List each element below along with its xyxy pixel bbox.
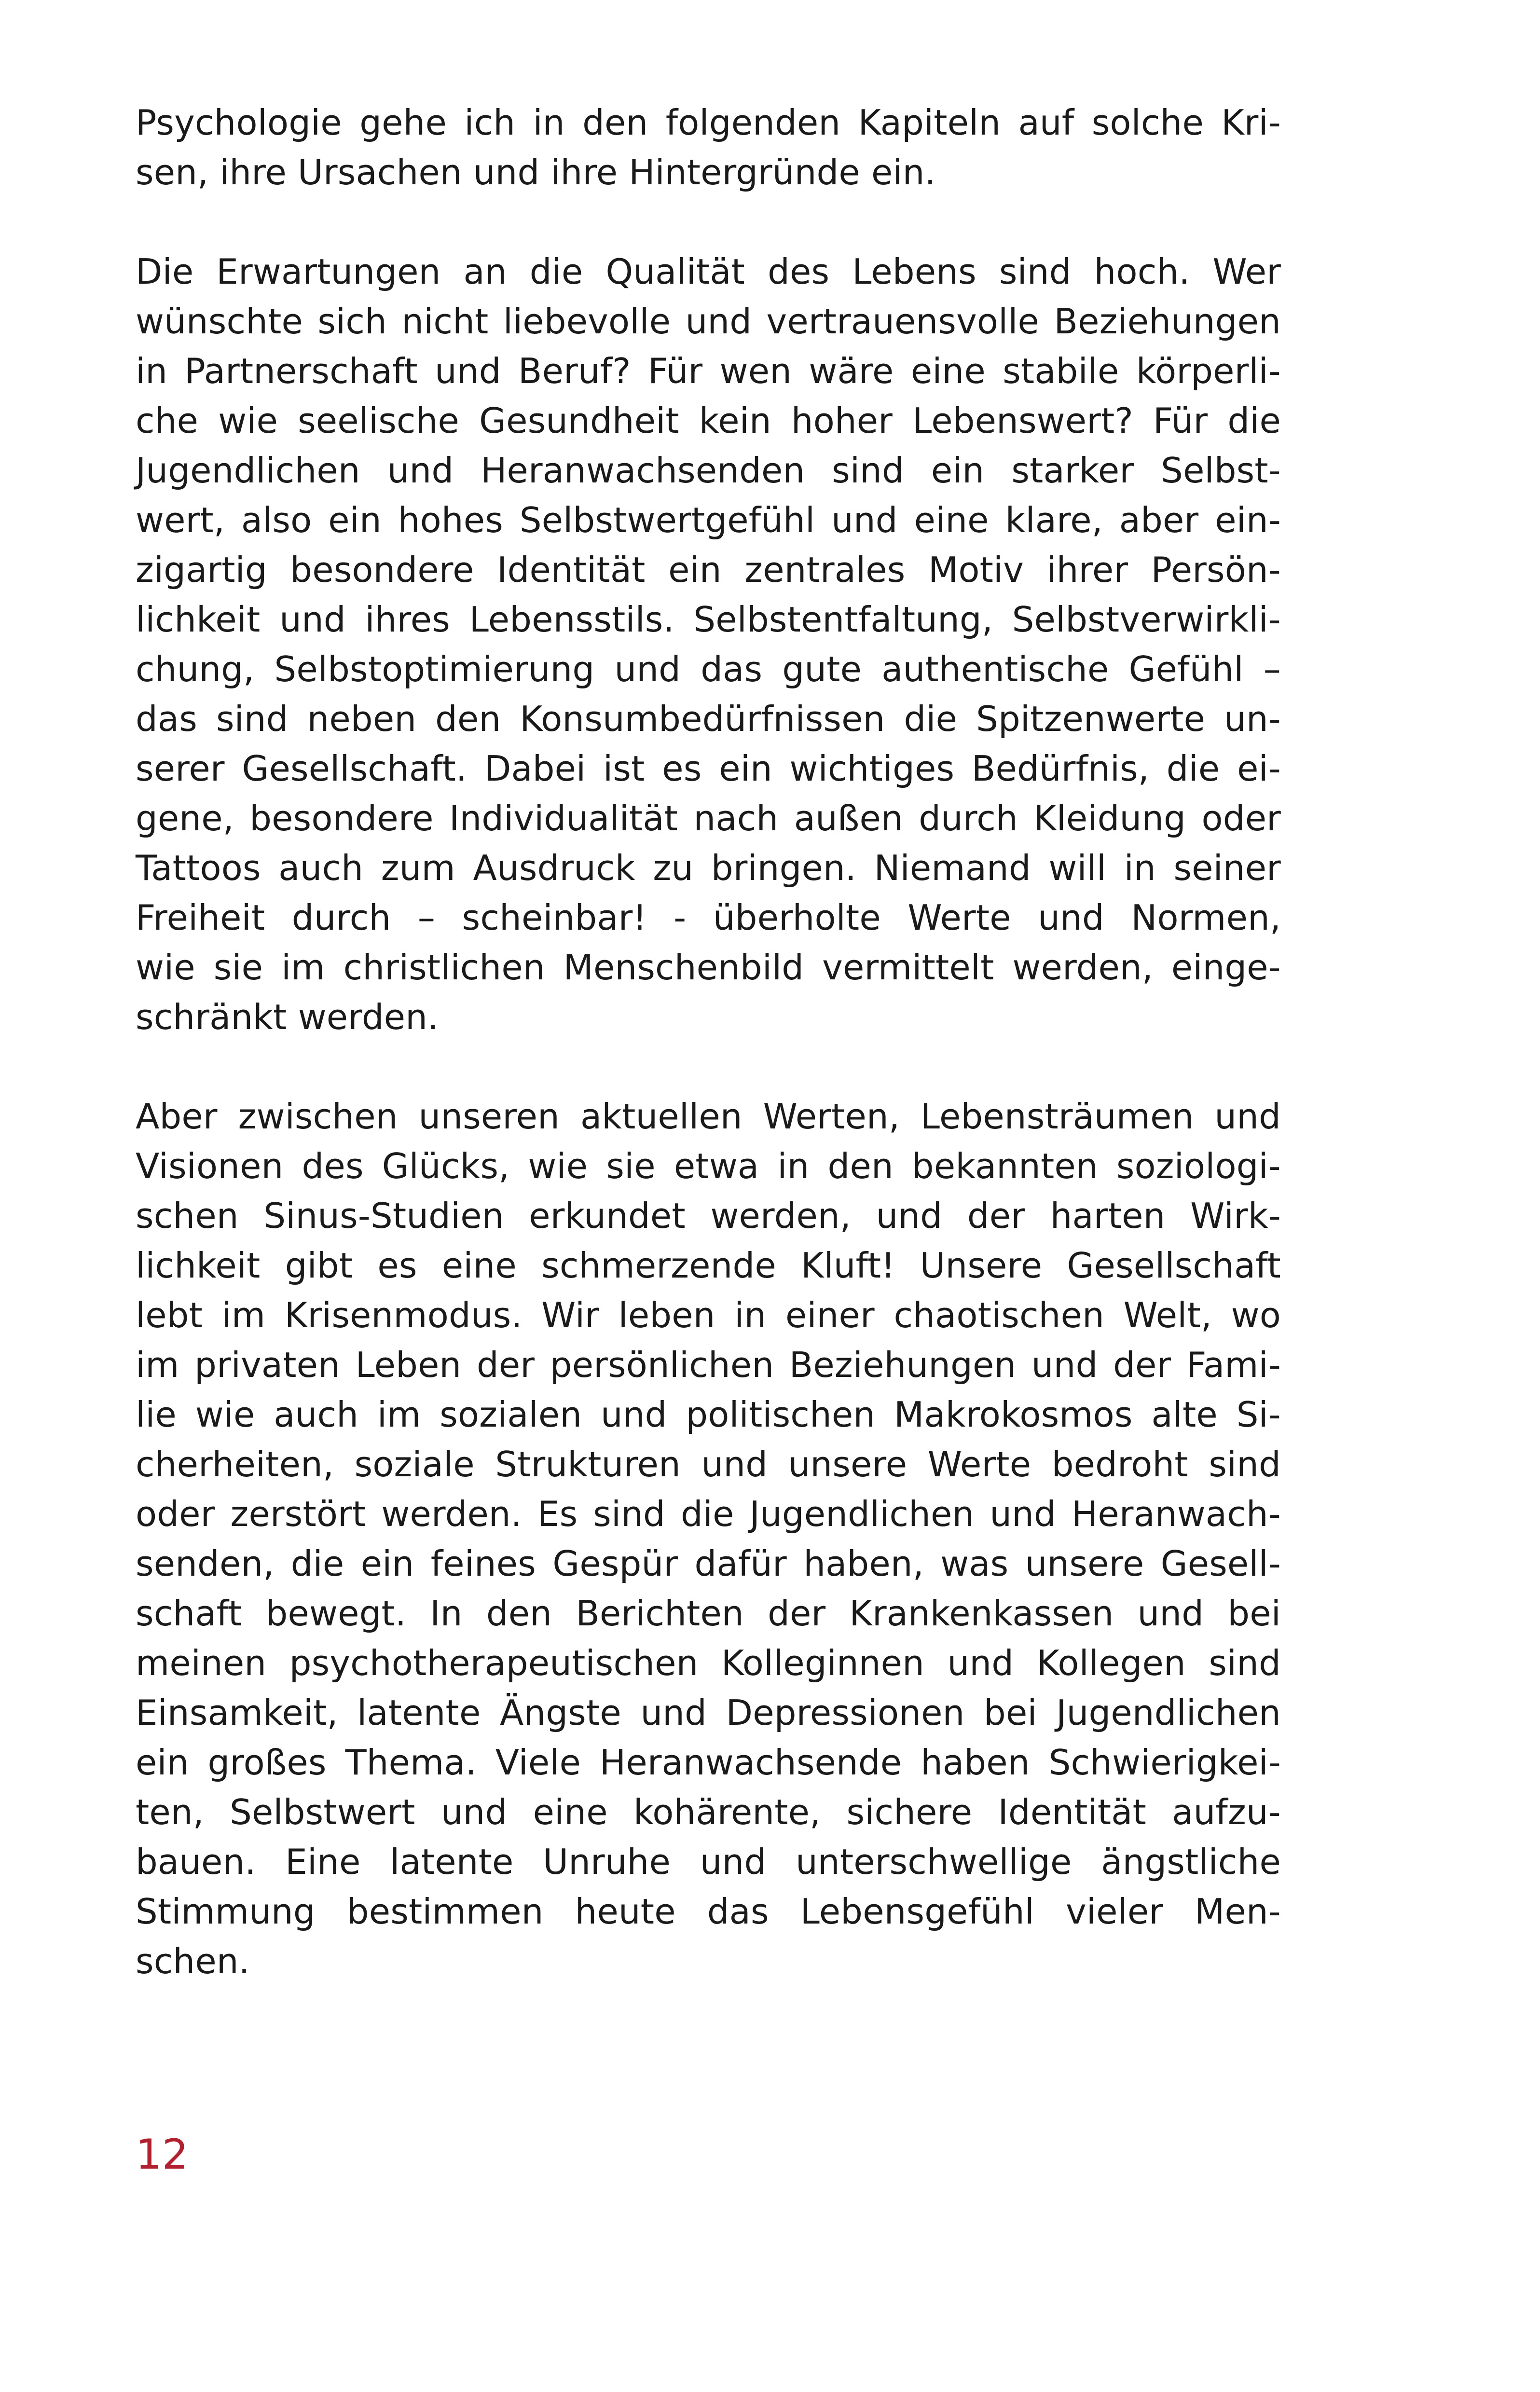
text-line: wert, also ein hohes Selbstwertgefühl und eine klare, aber ein- <box>136 500 1281 540</box>
page-number: 12 <box>136 2131 189 2179</box>
text-line: chung, Selbstoptimierung und das gute authentische Gefühl – <box>136 649 1281 689</box>
text-line: cherheiten, soziale Strukturen und unsere Werte bedroht sind <box>136 1444 1281 1485</box>
text-line: Jugendlichen und Heranwachsenden sind ein starker Selbst- <box>136 450 1281 491</box>
text-line: bauen. Eine latente Unruhe und unterschwellige ängstliche <box>136 1842 1281 1882</box>
paragraph-gap <box>136 1042 1281 1092</box>
text-line: zigartig besondere Identität ein zentrales Motiv ihrer Persön- <box>136 550 1281 590</box>
text-line: Aber zwischen unseren aktuellen Werten, Lebensträumen und <box>136 1096 1281 1137</box>
paragraph-3 <box>136 1092 1281 1986</box>
text-line: lebt im Krisenmodus. Wir leben in einer chaotischen Welt, wo <box>136 1295 1281 1335</box>
text-line: Stimmung bestimmen heute das Lebensgefühl vieler Men- <box>136 1891 1281 1932</box>
text-line: wie sie im christlichen Menschenbild vermittelt werden, einge- <box>136 947 1281 988</box>
text-line: Tattoos auch zum Ausdruck zu bringen. Niemand will in seiner <box>136 848 1281 888</box>
text-line: Visionen des Glücks, wie sie etwa in den bekannten soziologi- <box>136 1146 1281 1186</box>
text-line: gene, besondere Individualität nach außen durch Kleidung oder <box>136 798 1281 839</box>
text-line: serer Gesellschaft. Dabei ist es ein wichtiges Bedürfnis, die ei- <box>136 748 1281 789</box>
text-line: meinen psychotherapeutischen Kolleginnen und Kollegen sind <box>136 1643 1281 1683</box>
paragraph-1 <box>136 98 1281 197</box>
text-line: lie wie auch im sozialen und politischen Makrokosmos alte Si- <box>136 1394 1281 1435</box>
paragraph-gap <box>136 197 1281 247</box>
text-line: oder zerstört werden. Es sind die Jugendlichen und Heranwach- <box>136 1494 1281 1534</box>
text-line: das sind neben den Konsumbedürfnissen die Spitzenwerte un- <box>136 699 1281 739</box>
body-text <box>136 98 1281 1986</box>
text-line: senden, die ein feines Gespür dafür haben, was unsere Gesell- <box>136 1543 1281 1584</box>
text-line: lichkeit und ihres Lebensstils. Selbstentfaltung, Selbstverwirkli- <box>136 599 1281 640</box>
text-line: im privaten Leben der persönlichen Beziehungen und der Fami- <box>136 1345 1281 1385</box>
text-line: schaft bewegt. In den Berichten der Krankenkassen und bei <box>136 1593 1281 1634</box>
text-line: lichkeit gibt es eine schmerzende Kluft! Unsere Gesellschaft <box>136 1245 1281 1286</box>
text-line: schen Sinus-Studien erkundet werden, und der harten Wirk- <box>136 1196 1281 1236</box>
text-line: wünschte sich nicht liebevolle und vertrauensvolle Beziehungen <box>136 301 1281 342</box>
text-line: in Partnerschaft und Beruf? Für wen wäre eine stabile körperli- <box>136 351 1281 391</box>
paragraph-2 <box>136 247 1281 1042</box>
text-line: Psychologie gehe ich in den folgenden Kapiteln auf solche Kri- <box>136 102 1281 143</box>
text-line: ein großes Thema. Viele Heranwachsende haben Schwierigkei- <box>136 1742 1281 1783</box>
text-line: Einsamkeit, latente Ängste und Depressionen bei Jugendlichen <box>136 1692 1281 1733</box>
text-line: che wie seelische Gesundheit kein hoher Lebenswert? Für die <box>136 400 1281 441</box>
text-line: sen, ihre Ursachen und ihre Hintergründe ein. <box>136 152 936 192</box>
text-line: schen. <box>136 1941 250 1981</box>
text-line: ten, Selbstwert und eine kohärente, sichere Identität aufzu- <box>136 1792 1281 1832</box>
text-line: schränkt werden. <box>136 997 439 1037</box>
text-line: Freiheit durch – scheinbar! - überholte Werte und Normen, <box>136 897 1281 938</box>
text-line: Die Erwartungen an die Qualität des Lebens sind hoch. Wer <box>136 251 1281 292</box>
